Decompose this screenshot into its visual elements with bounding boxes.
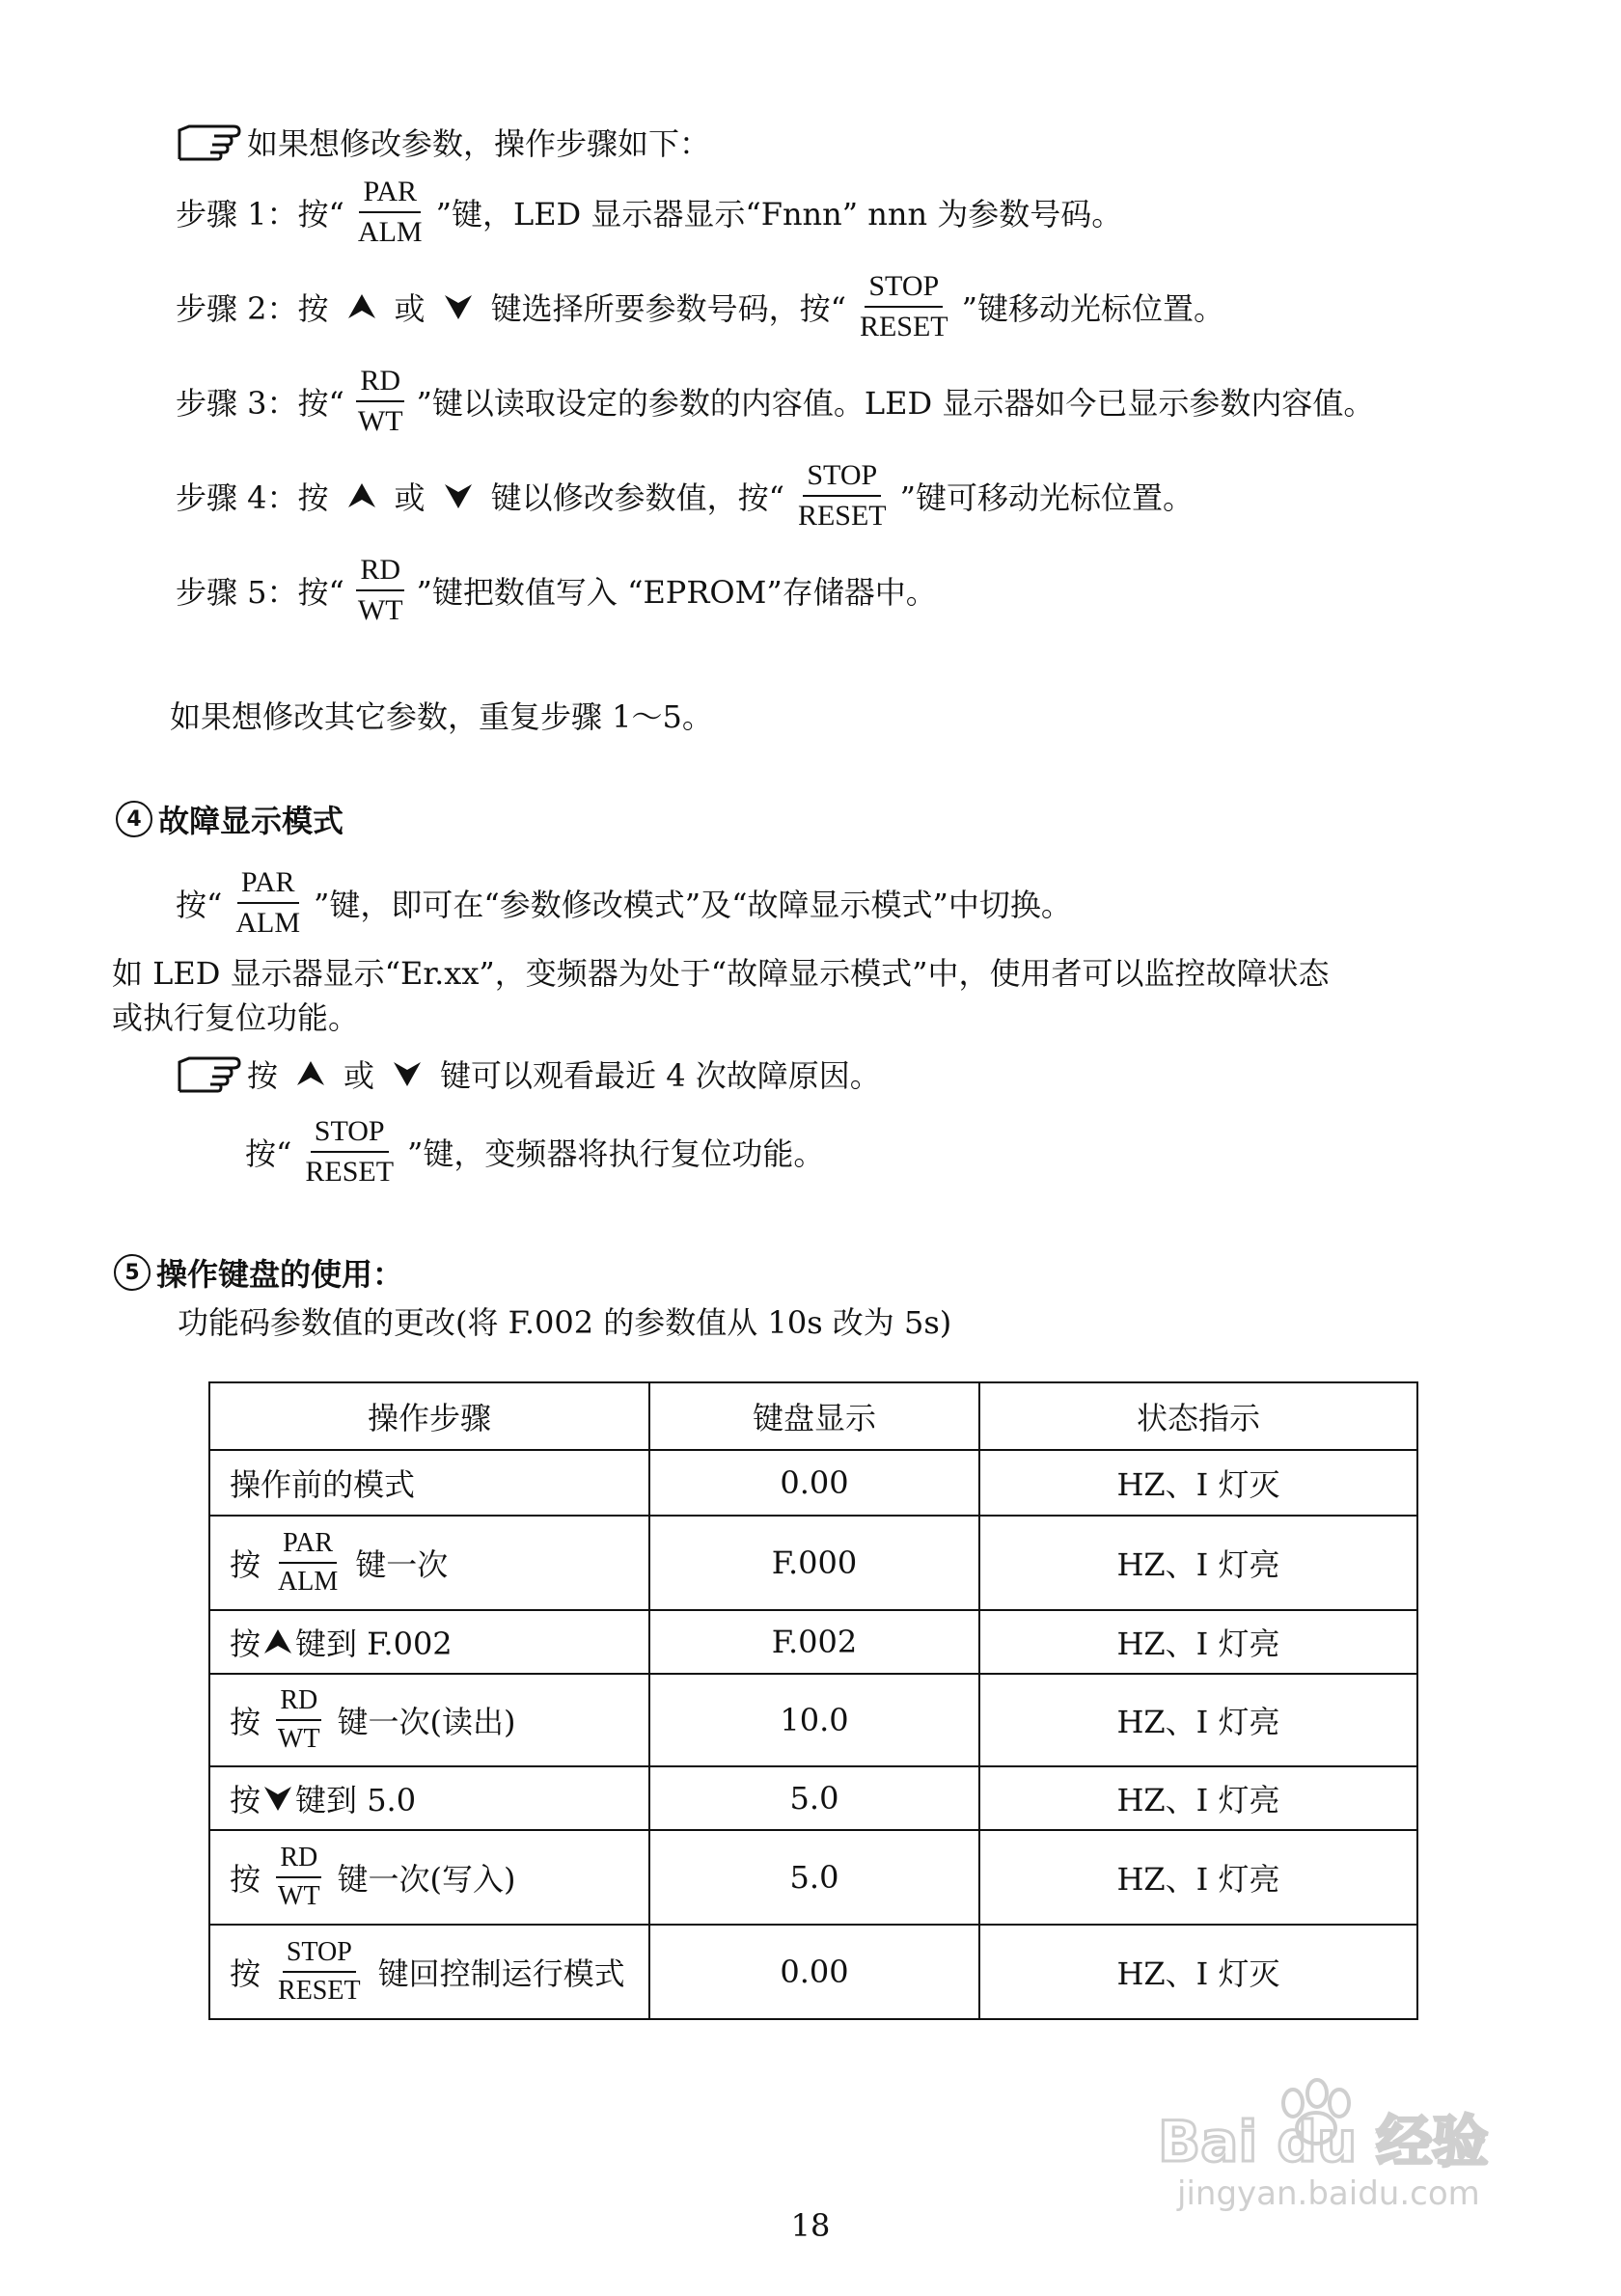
- row-status: HZ、I 灯亮: [979, 1610, 1417, 1674]
- step-5-text: ”键把数值写入 “EPROM”存储器中。: [416, 574, 937, 611]
- row-step: [209, 1674, 649, 1766]
- section-number-4: 4: [116, 801, 152, 837]
- section-5-subtitle: [178, 1298, 951, 1343]
- row-step-pre: 按: [230, 1546, 261, 1583]
- section-4-line-3: [112, 994, 359, 1038]
- row-step: [209, 1450, 649, 1516]
- table-header-row: [209, 1382, 1417, 1450]
- step-2-mid: 键选择所要参数号码，按“: [490, 290, 846, 327]
- step-3-text: ”键以读取设定的参数的内容值。LED 显示器如今已显示参数内容值。: [416, 385, 1375, 422]
- section-4-line-2: [112, 949, 1329, 994]
- up-arrow-icon: [346, 291, 377, 322]
- section-4-line-2-text: 如 LED 显示器显示“Er.xx”，变频器为处于“故障显示模式”中，使用者可以监控故障状态: [112, 955, 1330, 992]
- repeat-note-text: 如果想修改其它参数，重复步骤 1～5。: [170, 698, 713, 735]
- down-arrow-icon: [443, 291, 474, 322]
- row-step-post: 键一次(读出): [337, 1704, 516, 1740]
- table-row: [209, 1610, 1417, 1674]
- row-step-pre: 按: [230, 1782, 261, 1818]
- row-step-post: 键回控制运行模式: [377, 1955, 625, 1992]
- row-step: [209, 1830, 649, 1925]
- par-alm-key: $\frac{\text{PAR}}{\text{ALM}}$: [357, 176, 423, 248]
- row-display: 5.0: [649, 1766, 979, 1830]
- row-status: HZ、I 灯亮: [979, 1830, 1417, 1925]
- up-arrow-icon: [295, 1058, 326, 1089]
- step-2-or: 或: [394, 290, 426, 327]
- row-status: HZ、I 灯灭: [979, 1925, 1417, 2019]
- pointing-hand-icon: [176, 121, 243, 163]
- page-number: 18: [790, 2207, 831, 2244]
- row-display: 5.0: [649, 1830, 979, 1925]
- row-display: F.000: [649, 1516, 979, 1610]
- row-step-post: 键到 5.0: [295, 1782, 417, 1818]
- down-arrow-icon: [443, 480, 474, 511]
- table-row: [209, 1925, 1417, 2019]
- up-arrow-icon: [346, 480, 377, 511]
- tip-pre: 按: [247, 1057, 279, 1094]
- step-4-text: ”键可移动光标位置。: [899, 479, 1194, 516]
- stop-reset-key: $\frac{\text{STOP}}{\text{RESET}}$: [305, 1115, 395, 1188]
- step-1-text: ”键，LED 显示器显示“Fnnn” nnn 为参数号码。: [435, 196, 1123, 232]
- header-step: 操作步骤: [209, 1382, 649, 1450]
- table-row: [209, 1450, 1417, 1516]
- step-5: [176, 556, 937, 625]
- reset-pre: 按“: [245, 1135, 292, 1172]
- rd-wt-key: $\frac{RD}{WT}$: [357, 554, 403, 626]
- row-step-pre: 按: [230, 1861, 261, 1898]
- row-step: [209, 1516, 649, 1610]
- step-2-text: ”键移动光标位置。: [961, 290, 1224, 327]
- step-1-label: 步骤 1：按“: [176, 196, 344, 232]
- row-display: F.002: [649, 1610, 979, 1674]
- section-4-title: 故障显示模式: [158, 803, 344, 839]
- step-1: [176, 178, 1122, 247]
- row-display: 0.00: [649, 1450, 979, 1516]
- section-4-heading: [116, 797, 343, 841]
- down-arrow-icon: [392, 1058, 423, 1089]
- section-4-line-1: [176, 868, 1072, 938]
- row-step-post: 键一次: [355, 1546, 449, 1583]
- rd-wt-key: $\frac{RD}{WT}$: [278, 1685, 320, 1754]
- section-5-heading: [114, 1250, 403, 1295]
- pointing-hand-icon: [176, 1052, 243, 1095]
- row-status: HZ、I 灯亮: [979, 1516, 1417, 1610]
- stop-reset-key: $\frac{\text{STOP}}{\text{RESET}}$: [797, 459, 887, 532]
- table-row: [209, 1766, 1417, 1830]
- step-4-label: 步骤 4：按: [176, 479, 329, 516]
- step-5-label: 步骤 5：按“: [176, 574, 344, 611]
- tip-or: 或: [343, 1057, 375, 1094]
- row-step-pre: 按: [230, 1704, 261, 1740]
- reset-post: ”键，变频器将执行复位功能。: [407, 1135, 825, 1172]
- step-2-label: 步骤 2：按: [176, 290, 329, 327]
- row-status: HZ、I 灯灭: [979, 1450, 1417, 1516]
- intro-line: [176, 120, 710, 164]
- row-status: HZ、I 灯亮: [979, 1674, 1417, 1766]
- section-number-5: 5: [114, 1254, 151, 1291]
- watermark-url: jingyan.baidu.com: [1177, 2174, 1480, 2213]
- section-4-line-1-pre: 按“: [176, 887, 223, 923]
- intro-text: 如果想修改参数，操作步骤如下：: [247, 125, 711, 162]
- step-4-or: 或: [394, 479, 426, 516]
- row-step: [209, 1610, 649, 1674]
- up-arrow-icon: [262, 1626, 293, 1657]
- row-step-text: 操作前的模式: [230, 1466, 416, 1503]
- watermark-brand: Bai du 经验: [1158, 2109, 1489, 2174]
- par-alm-key: $\frac{\text{PAR}}{\text{ALM}}$: [278, 1528, 339, 1597]
- row-step-pre: 按: [230, 1626, 261, 1662]
- table-row: [209, 1830, 1417, 1925]
- header-status: 状态指示: [979, 1382, 1417, 1450]
- step-3-label: 步骤 3：按“: [176, 385, 344, 422]
- row-status: HZ、I 灯亮: [979, 1766, 1417, 1830]
- section-4-line-1-post: ”键，即可在“参数修改模式”及“故障显示模式”中切换。: [314, 887, 1072, 923]
- row-step: [209, 1925, 649, 2019]
- section-4-tip: [176, 1052, 881, 1096]
- repeat-note: [170, 693, 713, 737]
- row-step-pre: 按: [230, 1955, 261, 1992]
- par-alm-key: $\frac{\text{PAR}}{\text{ALM}}$: [235, 866, 301, 939]
- stop-reset-key: $\frac{\text{STOP}}{\text{RESET}}$: [278, 1937, 361, 2006]
- step-2: [176, 272, 1224, 342]
- rd-wt-key: $\frac{RD}{WT}$: [278, 1843, 320, 1911]
- table-row: [209, 1516, 1417, 1610]
- step-3: [176, 367, 1374, 436]
- baidu-jingyan-watermark: [1148, 2064, 1534, 2219]
- row-step-post: 键一次(写入): [337, 1861, 516, 1898]
- down-arrow-icon: [262, 1783, 293, 1814]
- rd-wt-key: $\frac{RD}{WT}$: [357, 365, 403, 437]
- section-5-title: 操作键盘的使用：: [156, 1256, 404, 1293]
- operation-table: [208, 1381, 1418, 2020]
- row-display: 0.00: [649, 1925, 979, 2019]
- row-step-post: 键到 F.002: [295, 1626, 453, 1662]
- step-4-mid: 键以修改参数值，按“: [490, 479, 784, 516]
- tip-post: 键可以观看最近 4 次故障原因。: [440, 1057, 881, 1094]
- header-display: 键盘显示: [649, 1382, 979, 1450]
- section-4-line-3-text: 或执行复位功能。: [112, 999, 360, 1036]
- table-row: [209, 1674, 1417, 1766]
- stop-reset-key: $\frac{\text{STOP}}{\text{RESET}}$: [859, 270, 948, 342]
- step-4: [176, 461, 1194, 531]
- section-5-subtitle-text: 功能码参数值的更改(将 F.002 的参数值从 10s 改为 5s): [178, 1304, 952, 1341]
- row-display: 10.0: [649, 1674, 979, 1766]
- section-4-reset-line: [245, 1117, 824, 1187]
- row-step: [209, 1766, 649, 1830]
